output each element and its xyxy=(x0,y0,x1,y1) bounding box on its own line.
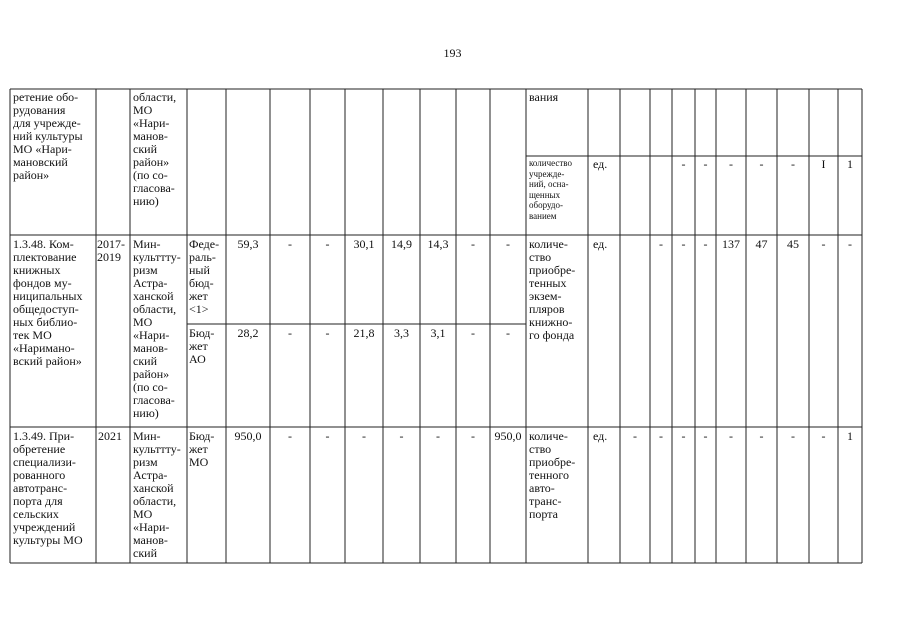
row3-value: - xyxy=(703,429,708,443)
row1-value: - xyxy=(703,157,708,171)
row2-source-federal: Феде- раль- ный бюд- жет <1> xyxy=(189,237,220,316)
row3-period: 2021 xyxy=(98,429,122,443)
row3-value: - xyxy=(633,429,637,443)
row3-value: 1 xyxy=(847,429,853,443)
row3-fund-cell: - xyxy=(362,429,366,443)
row3-source: Бюд- жет МО xyxy=(189,429,215,469)
row2-value: - xyxy=(821,237,826,251)
row2-value: 45 xyxy=(787,237,799,251)
row3-value: - xyxy=(659,429,663,443)
row3-value: - xyxy=(681,429,686,443)
row2-name: 1.3.48. Ком- плектование книжных фондов му- ниципальных общедоступ- ных библио- тек МО «Наримано- вский район» xyxy=(13,237,83,368)
row2-fund-cell: - xyxy=(471,326,475,340)
page-number: 193 xyxy=(443,46,462,60)
row2-value: 137 xyxy=(722,237,740,251)
row2-fund-cell: - xyxy=(288,237,292,251)
row1-value: - xyxy=(791,157,795,171)
row3-value: - xyxy=(759,429,764,443)
row2-value: 47 xyxy=(755,237,768,251)
row1-name: ретение обо- рудования для учрежде- ний культуры МО «Нари- мановский район» xyxy=(13,90,83,182)
row3-executor: Мин- культтту- ризм Астра- ханской области, МО «Нари- манов- ский xyxy=(133,429,181,560)
row1-indicator: количество учрежде- ний, осна- щенных оборудо- ванием xyxy=(529,158,572,221)
row3-value: - xyxy=(729,429,733,443)
row1-indicator-continued: вания xyxy=(529,90,559,104)
row2-value: - xyxy=(848,237,852,251)
row1-value: - xyxy=(729,157,733,171)
row3-fund-cell: - xyxy=(436,429,440,443)
row2-fund-cell: 3,1 xyxy=(430,326,446,340)
row2-fund-cell: - xyxy=(325,237,330,251)
row2-fund-cell: - xyxy=(506,237,510,251)
row2-fund-cell: 59,3 xyxy=(237,237,259,251)
row3-value: - xyxy=(821,429,826,443)
row1-value: - xyxy=(681,157,686,171)
row3-value: - xyxy=(791,429,795,443)
row3-fund-cell: - xyxy=(471,429,475,443)
row2-fund-cell: 14,9 xyxy=(391,237,412,251)
row2-fund-cell: 30,1 xyxy=(353,237,375,251)
row3-unit: ед. xyxy=(593,429,608,443)
row2-value: - xyxy=(659,237,663,251)
row2-period: 2017- 2019 xyxy=(97,237,125,264)
row1-value: 1 xyxy=(847,157,853,171)
row3-indicator: количе- ство приобре- тенного авто- транс- порта xyxy=(529,429,576,521)
row3-fund-cell: - xyxy=(399,429,404,443)
row2-fund-cell: - xyxy=(506,326,510,340)
row1-value: - xyxy=(759,157,764,171)
row2-fund-cell: 14,3 xyxy=(427,237,449,251)
row2-indicator: количе- ство приобре- тенных экзем- пляров книжно- го фонда xyxy=(529,237,576,342)
row2-fund-cell: 3,3 xyxy=(394,326,409,340)
row2-fund-cell: - xyxy=(288,326,292,340)
row2-executor: Мин- культтту- ризм Астра- ханской области, МО «Нари- манов- ский район» (по со- гласова- нию) xyxy=(133,237,181,420)
row3-fund-cell: 950,0 xyxy=(234,429,262,443)
row1-unit: ед. xyxy=(593,157,608,171)
row2-fund-cell: - xyxy=(325,326,330,340)
row1-executor: области, МО «Нари- манов- ский район» (по со- гласова- нию) xyxy=(133,90,177,208)
row2-unit: ед. xyxy=(593,237,608,251)
row1-value: I xyxy=(821,157,826,171)
row2-fund-cell: - xyxy=(471,237,475,251)
row3-fund-cell: - xyxy=(288,429,292,443)
row2-value: - xyxy=(681,237,686,251)
row2-fund-cell: 21,8 xyxy=(353,326,375,340)
row2-source-regional: Бюд- жет АО xyxy=(189,326,215,366)
row2-fund-cell: 28,2 xyxy=(237,326,259,340)
row3-fund-cell: - xyxy=(325,429,330,443)
row3-fund-cell: 950,0 xyxy=(494,429,522,443)
row2-value: - xyxy=(703,237,708,251)
row3-name: 1.3.49. При- обретение специализи- рованного автотранс- порта для сельских учреждений культуры МО xyxy=(13,429,83,547)
